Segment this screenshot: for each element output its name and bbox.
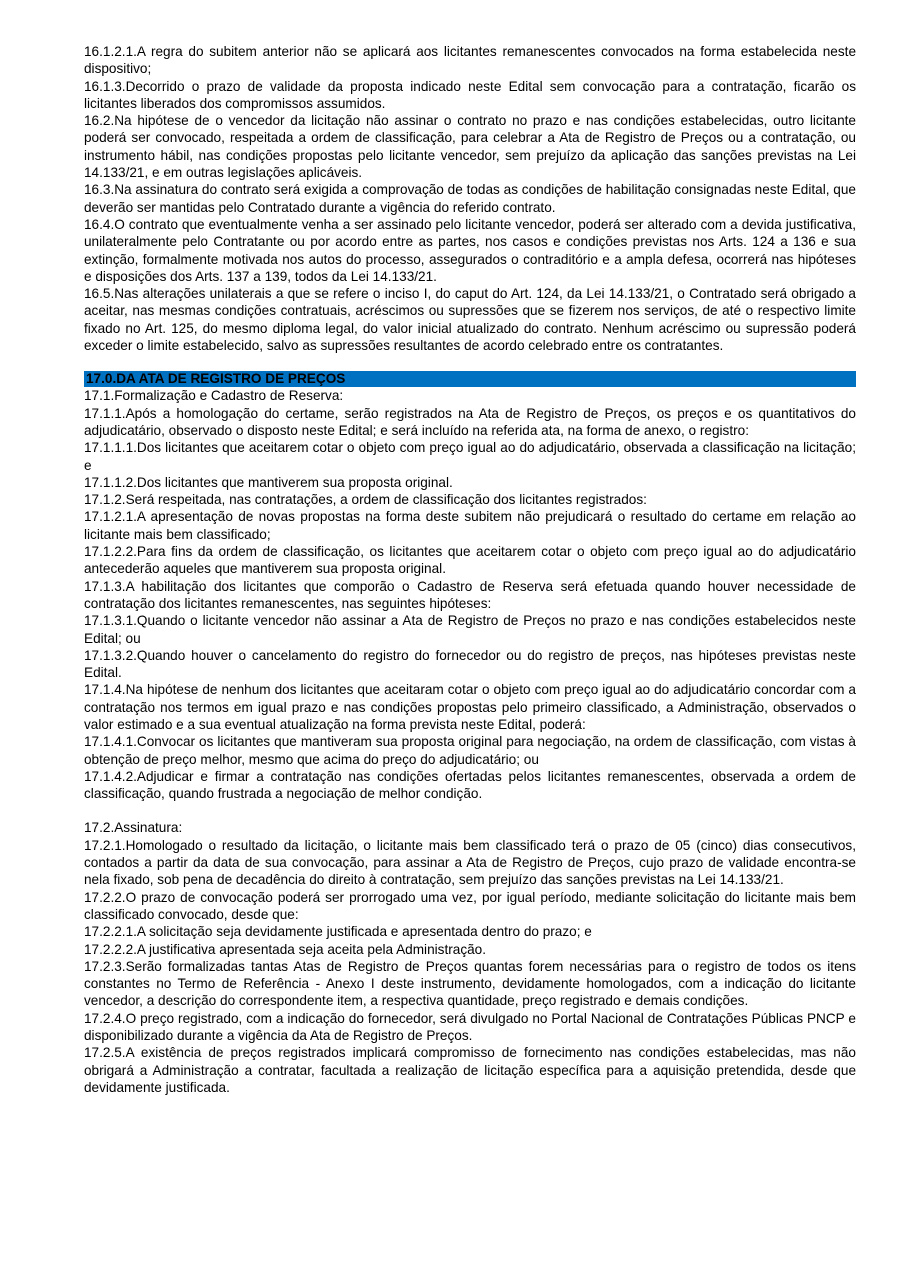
paragraph-17-2-5: 17.2.5.A existência de preços registrados implicará compromisso de fornecimento nas condições estabelecidas, mas não obrigará a Administração a contratar, facultada a realização de licitação específica para a aquisição pretendida, desde que devidamente justificada.: [84, 1045, 856, 1095]
paragraph-17-2-2-2: 17.2.2.2.A justificativa apresentada seja aceita pela Administração.: [84, 941, 487, 957]
paragraph-16-1-3: 16.1.3.Decorrido o prazo de validade da proposta indicado neste Edital sem convocação para a contratação, ficarão os licitantes liberados dos compromissos assumidos.: [84, 78, 856, 111]
paragraph-17-1-3-1: 17.1.3.1.Quando o licitante vencedor não assinar a Ata de Registro de Preços no prazo e nas condições estabelecidos neste Edital; ou: [84, 613, 856, 646]
section-17-2-paragraphs: [84, 819, 856, 1096]
paragraph-17-1-4: 17.1.4.Na hipótese de nenhum dos licitantes que aceitaram cotar o objeto com preço igual ao do adjudicatário concordar com a contratação nos termos em igual prazo e nas condições propostas pelo primeiro classificado, a Administração, observados o valor estimado e a sua eventual atualização na forma prevista neste Edital, poderá:: [84, 682, 856, 732]
document-page: [84, 43, 856, 1096]
paragraph-17-2-2-1: 17.2.2.1.A solicitação seja devidamente justificada e apresentada dentro do prazo; e: [84, 924, 592, 940]
paragraph-17-2-4: 17.2.4.O preço registrado, com a indicação do fornecedor, será divulgado no Portal Nacional de Contratações Públicas PNCP e disponibilizado durante a vigência da Ata de Registro de Preços.: [84, 1010, 856, 1044]
paragraph-16-3: 16.3.Na assinatura do contrato será exigida a comprovação de todas as condições de habilitação consignadas neste Edital, que deverão ser mantidas pelo Contratado durante a vigência do referido contrato.: [84, 182, 856, 215]
blank-line: [84, 802, 856, 819]
paragraph-16-1-2-1: 16.1.2.1.A regra do subitem anterior não se aplicará aos licitantes remanescentes convocados na forma estabelecida neste dispositivo;: [84, 44, 856, 77]
paragraph-17-1-1-1: 17.1.1.1.Dos licitantes que aceitarem cotar o objeto com preço igual ao do adjudicatário, observada a classificação na licitação; e: [84, 440, 856, 473]
paragraph-17-1-4-1: 17.1.4.1.Convocar os licitantes que mantiveram sua proposta original para negociação, na ordem de classificação, com vistas à obtenção de preço melhor, mesmo que acima do preço do adjudicatário; ou: [84, 734, 856, 767]
paragraph-17-1-1: 17.1.1.Após a homologação do certame, serão registrados na Ata de Registro de Preços, os preços e os quantitativos do adjudicatário, observado o disposto neste Edital; e será incluído na referida ata, na forma de anexo, o registro:: [84, 405, 856, 438]
paragraph-17-2-3: 17.2.3.Serão formalizadas tantas Atas de Registro de Preços quantas forem necessárias para o registro de todos os itens constantes no Termo de Referência - Anexo I deste instrumento, devidamente homologados, com a indicação do licitante vencedor, a descrição do correspondente item, a respectiva quantidade, preço registrado e demais condições.: [84, 958, 856, 1009]
paragraph-17-2-1: 17.2.1.Homologado o resultado da licitação, o licitante mais bem classificado terá o prazo de 05 (cinco) dias consecutivos, contados a partir da data de sua convocação, para assinar a Ata de Registro de Preços, cujo prazo de validade encontra-se nela fixado, sob pena de decadência do direito à contratação, sem prejuízo das sanções previstas na Lei 14.133/21.: [84, 837, 856, 888]
paragraph-17-1-2-2: 17.1.2.2.Para fins da ordem de classificação, os licitantes que aceitarem cotar o objeto com preço igual ao do adjudicatário antecederão aqueles que mantiverem sua proposta original.: [84, 544, 856, 577]
paragraph-17-1-4-2: 17.1.4.2.Adjudicar e firmar a contratação nas condições ofertadas pelos licitantes remanescentes, observada a ordem de classificação, quando frustrada a negociação de melhor condição.: [84, 768, 856, 802]
paragraph-16-5: 16.5.Nas alterações unilaterais a que se refere o inciso I, do caput do Art. 124, da Lei 14.133/21, o Contratado será obrigado a aceitar, nas mesmas condições contratuais, acréscimos ou supressões que se fizerem nos serviços, de até o respectivo limite fixado no Art. 125, do mesmo diploma legal, do valor inicial atualizado do contrato. Nenhum acréscimo ou supressão poderá exceder o limite estabelecido, salvo as supressões resultantes de acordo celebrado entre os contratantes.: [84, 286, 856, 354]
paragraph-17-1-2: 17.1.2.Será respeitada, nas contratações, a ordem de classificação dos licitantes registrados:: [84, 492, 647, 508]
paragraph-17-1: 17.1.Formalização e Cadastro de Reserva:: [84, 388, 344, 404]
paragraph-17-1-2-1: 17.1.2.1.A apresentação de novas propostas na forma deste subitem não prejudicará o resultado do certame em relação ao licitante mais bem classificado;: [84, 509, 856, 542]
paragraph-17-1-1-2: 17.1.1.2.Dos licitantes que mantiverem sua proposta original.: [84, 474, 453, 490]
paragraph-16-2: 16.2.Na hipótese de o vencedor da licitação não assinar o contrato no prazo e nas condições estabelecidas, outro licitante poderá ser convocado, respeitada a ordem de classificação, para celebrar a Ata de Registro de Preços ou a contratação, ou instrumento hábil, nas condições propostas pelo licitante vencedor, sem prejuízo da aplicação das sanções previstas na Lei 14.133/21, e em outras legislações aplicáveis.: [84, 113, 856, 181]
top-paragraphs: [84, 43, 856, 354]
paragraph-17-2: 17.2.Assinatura:: [84, 820, 183, 836]
section-header-17: 17.0.DA ATA DE REGISTRO DE PREÇOS: [84, 371, 856, 387]
paragraph-17-1-3-2: 17.1.3.2.Quando houver o cancelamento do registro do fornecedor ou do registro de preços, nas hipóteses previstas neste Edital.: [84, 647, 856, 681]
paragraph-17-1-3: 17.1.3.A habilitação dos licitantes que comporão o Cadastro de Reserva será efetuada quando houver necessidade de contratação dos licitantes remanescentes, nas seguintes hipóteses:: [84, 578, 856, 611]
section-17-1-paragraphs: [84, 387, 856, 802]
paragraph-16-4: 16.4.O contrato que eventualmente venha a ser assinado pelo licitante vencedor, poderá ser alterado com a devida justificativa, unilateralmente pelo Contratante ou por acordo entre as partes, nos casos e condições previstas nos Arts. 124 a 136 e sua extinção, formalmente motivada nos autos do processo, assegurados o contraditório e a ampla defesa, ocorrerá nas hipóteses e disposições dos Arts. 137 a 139, todos da Lei 14.133/21.: [84, 216, 856, 284]
paragraph-17-2-2: 17.2.2.O prazo de convocação poderá ser prorrogado uma vez, por igual período, mediante solicitação do licitante mais bem classificado convocado, desde que:: [84, 889, 856, 922]
